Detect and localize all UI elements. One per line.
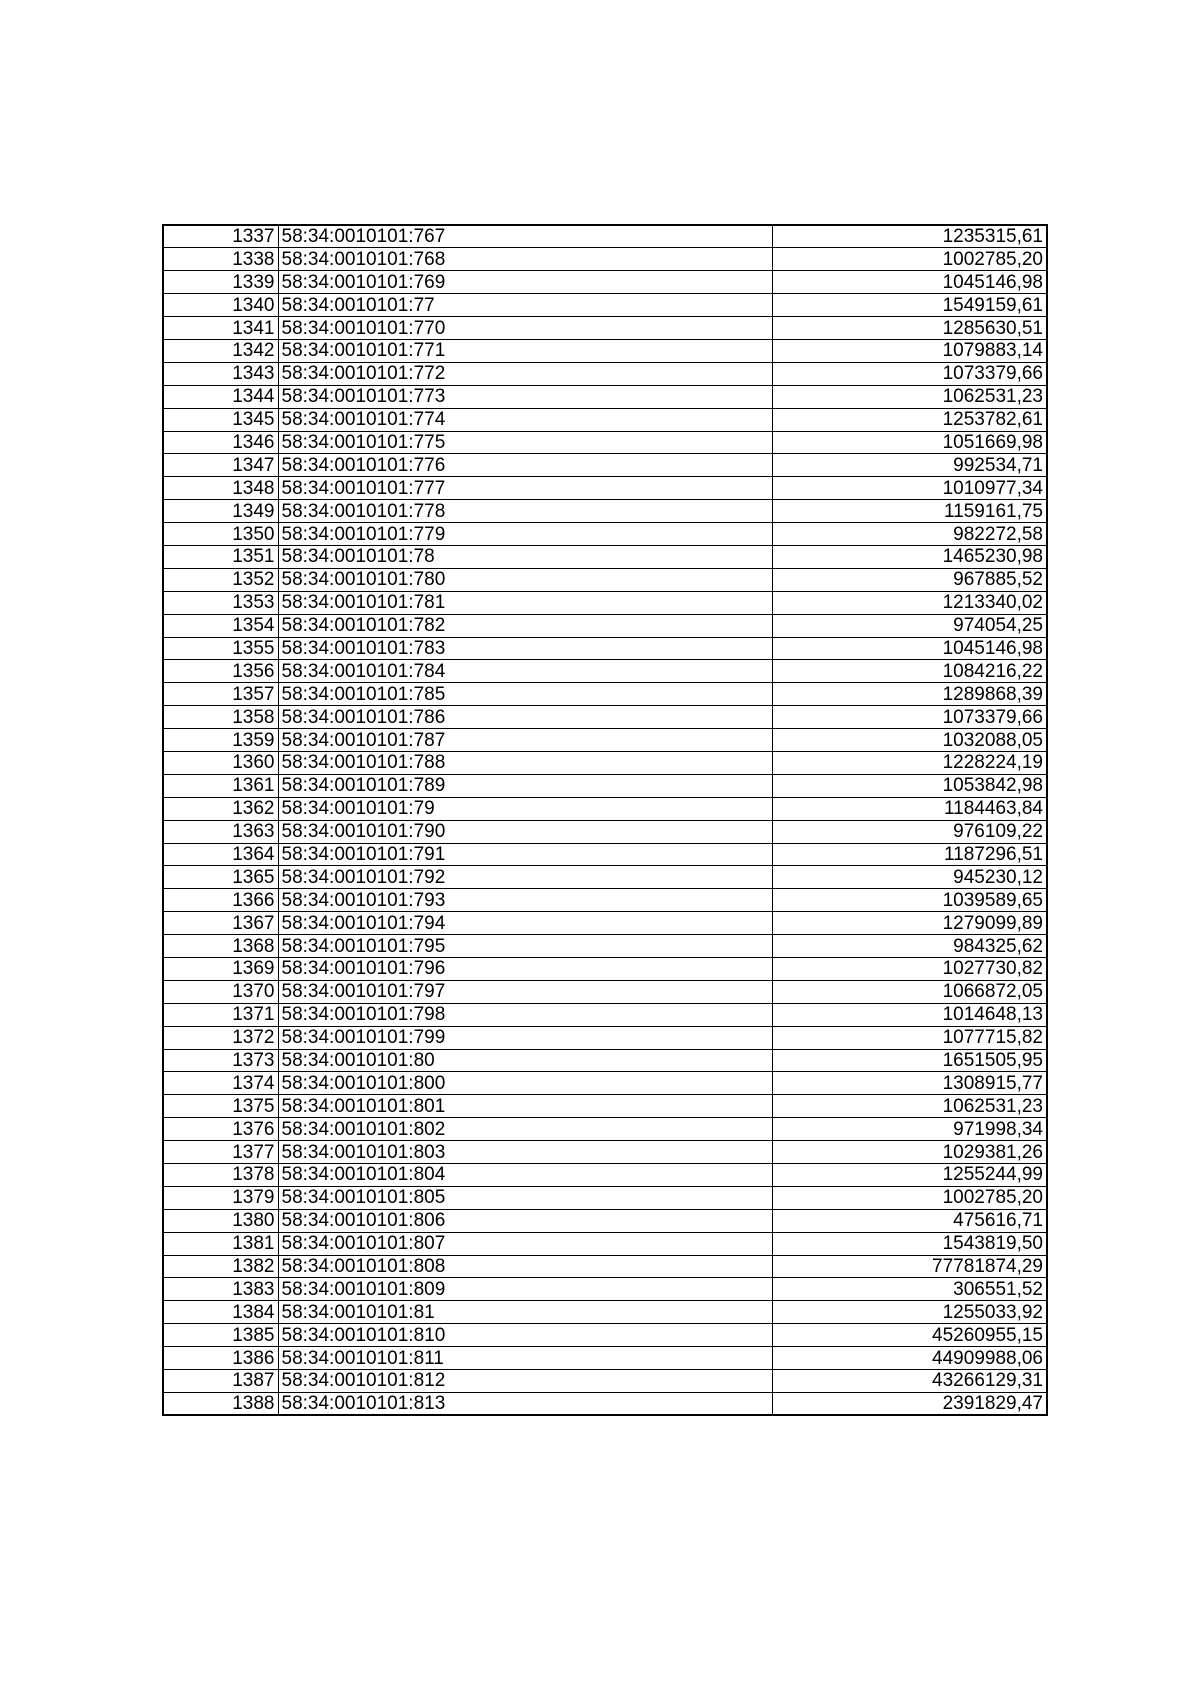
table-row (163, 958, 1047, 981)
table-row (163, 591, 1047, 614)
cadastral-value-cell: 2391829,47 (772, 1392, 1047, 1415)
row-number-cell: 1386 (163, 1347, 278, 1370)
cadastral-number-cell: 58:34:0010101:779 (278, 523, 772, 546)
cadastral-value-cell: 1308915,77 (772, 1072, 1047, 1095)
cadastral-value-cell: 945230,12 (772, 866, 1047, 889)
cadastral-value-cell: 1213340,02 (772, 591, 1047, 614)
table-row (163, 614, 1047, 637)
cadastral-number-cell: 58:34:0010101:794 (278, 912, 772, 935)
cadastral-number-cell: 58:34:0010101:78 (278, 545, 772, 568)
row-number-cell: 1350 (163, 523, 278, 546)
table-row (163, 1141, 1047, 1164)
cadastral-number-cell: 58:34:0010101:803 (278, 1141, 772, 1164)
cadastral-value-cell: 1073379,66 (772, 706, 1047, 729)
cadastral-value-cell: 1235315,61 (772, 225, 1047, 248)
row-number-cell: 1344 (163, 385, 278, 408)
cadastral-number-cell: 58:34:0010101:780 (278, 568, 772, 591)
cadastral-number-cell: 58:34:0010101:804 (278, 1164, 772, 1187)
cadastral-value-cell: 1465230,98 (772, 545, 1047, 568)
cadastral-number-cell: 58:34:0010101:796 (278, 958, 772, 981)
cadastral-value-cell: 1053842,98 (772, 774, 1047, 797)
cadastral-value-cell: 1027730,82 (772, 958, 1047, 981)
table-row (163, 225, 1047, 248)
table-row (163, 568, 1047, 591)
table-row (163, 1095, 1047, 1118)
table-row (163, 935, 1047, 958)
table-row (163, 339, 1047, 362)
table-row (163, 1072, 1047, 1095)
cadastral-number-cell: 58:34:0010101:81 (278, 1301, 772, 1324)
cadastral-number-cell: 58:34:0010101:800 (278, 1072, 772, 1095)
row-number-cell: 1387 (163, 1370, 278, 1393)
cadastral-value-cell: 1079883,14 (772, 339, 1047, 362)
table-row (163, 385, 1047, 408)
table-row (163, 683, 1047, 706)
row-number-cell: 1361 (163, 774, 278, 797)
row-number-cell: 1388 (163, 1392, 278, 1415)
cadastral-value-cell: 1032088,05 (772, 729, 1047, 752)
table-row (163, 454, 1047, 477)
cadastral-number-cell: 58:34:0010101:787 (278, 729, 772, 752)
row-number-cell: 1375 (163, 1095, 278, 1118)
cadastral-value-cell: 1255244,99 (772, 1164, 1047, 1187)
table-row (163, 545, 1047, 568)
row-number-cell: 1378 (163, 1164, 278, 1187)
table-row (163, 362, 1047, 385)
table-row (163, 866, 1047, 889)
table-row (163, 431, 1047, 454)
row-number-cell: 1371 (163, 1003, 278, 1026)
row-number-cell: 1348 (163, 477, 278, 500)
row-number-cell: 1383 (163, 1278, 278, 1301)
table-row (163, 1118, 1047, 1141)
row-number-cell: 1367 (163, 912, 278, 935)
row-number-cell: 1357 (163, 683, 278, 706)
table-row (163, 706, 1047, 729)
cadastral-number-cell: 58:34:0010101:776 (278, 454, 772, 477)
cadastral-number-cell: 58:34:0010101:795 (278, 935, 772, 958)
row-number-cell: 1340 (163, 294, 278, 317)
row-number-cell: 1385 (163, 1324, 278, 1347)
cadastral-value-cell: 45260955,15 (772, 1324, 1047, 1347)
cadastral-number-cell: 58:34:0010101:789 (278, 774, 772, 797)
row-number-cell: 1358 (163, 706, 278, 729)
cadastral-value-cell: 984325,62 (772, 935, 1047, 958)
cadastral-value-cell: 1184463,84 (772, 797, 1047, 820)
table-row (163, 477, 1047, 500)
row-number-cell: 1341 (163, 317, 278, 340)
cadastral-number-cell: 58:34:0010101:812 (278, 1370, 772, 1393)
cadastral-number-cell: 58:34:0010101:781 (278, 591, 772, 614)
cadastral-number-cell: 58:34:0010101:808 (278, 1255, 772, 1278)
cadastral-number-cell: 58:34:0010101:805 (278, 1186, 772, 1209)
row-number-cell: 1337 (163, 225, 278, 248)
row-number-cell: 1338 (163, 248, 278, 271)
row-number-cell: 1374 (163, 1072, 278, 1095)
cadastral-value-cell: 1002785,20 (772, 1186, 1047, 1209)
row-number-cell: 1365 (163, 866, 278, 889)
row-number-cell: 1345 (163, 408, 278, 431)
cadastral-number-cell: 58:34:0010101:79 (278, 797, 772, 820)
row-number-cell: 1354 (163, 614, 278, 637)
row-number-cell: 1364 (163, 843, 278, 866)
cadastral-number-cell: 58:34:0010101:792 (278, 866, 772, 889)
cadastral-number-cell: 58:34:0010101:813 (278, 1392, 772, 1415)
table-row (163, 1232, 1047, 1255)
row-number-cell: 1384 (163, 1301, 278, 1324)
cadastral-number-cell: 58:34:0010101:773 (278, 385, 772, 408)
cadastral-value-cell: 1010977,34 (772, 477, 1047, 500)
table-row (163, 294, 1047, 317)
cadastral-value-cell: 1045146,98 (772, 637, 1047, 660)
cadastral-number-cell: 58:34:0010101:811 (278, 1347, 772, 1370)
cadastral-number-cell: 58:34:0010101:788 (278, 751, 772, 774)
row-number-cell: 1356 (163, 660, 278, 683)
row-number-cell: 1369 (163, 958, 278, 981)
cadastral-number-cell: 58:34:0010101:778 (278, 500, 772, 523)
table-row (163, 889, 1047, 912)
cadastral-value-cell: 1279099,89 (772, 912, 1047, 935)
cadastral-value-cell: 43266129,31 (772, 1370, 1047, 1393)
cadastral-number-cell: 58:34:0010101:768 (278, 248, 772, 271)
cadastral-value-cell: 77781874,29 (772, 1255, 1047, 1278)
row-number-cell: 1360 (163, 751, 278, 774)
cadastral-number-cell: 58:34:0010101:77 (278, 294, 772, 317)
cadastral-number-cell: 58:34:0010101:790 (278, 820, 772, 843)
cadastral-value-cell: 1187296,51 (772, 843, 1047, 866)
cadastral-number-cell: 58:34:0010101:777 (278, 477, 772, 500)
cadastral-number-cell: 58:34:0010101:783 (278, 637, 772, 660)
table-row (163, 317, 1047, 340)
row-number-cell: 1353 (163, 591, 278, 614)
cadastral-value-cell: 971998,34 (772, 1118, 1047, 1141)
row-number-cell: 1346 (163, 431, 278, 454)
row-number-cell: 1372 (163, 1026, 278, 1049)
table-row (163, 1324, 1047, 1347)
cadastral-value-cell: 1228224,19 (772, 751, 1047, 774)
table-body (163, 225, 1047, 1415)
table-row (163, 797, 1047, 820)
row-number-cell: 1370 (163, 980, 278, 1003)
cadastral-number-cell: 58:34:0010101:772 (278, 362, 772, 385)
cadastral-value-cell: 1062531,23 (772, 1095, 1047, 1118)
cadastral-value-cell: 1073379,66 (772, 362, 1047, 385)
cadastral-value-cell: 44909988,06 (772, 1347, 1047, 1370)
cadastral-number-cell: 58:34:0010101:786 (278, 706, 772, 729)
table-row (163, 1255, 1047, 1278)
cadastral-value-cell: 1084216,22 (772, 660, 1047, 683)
table-row (163, 751, 1047, 774)
cadastral-value-cell: 1549159,61 (772, 294, 1047, 317)
row-number-cell: 1368 (163, 935, 278, 958)
cadastral-value-cell: 1253782,61 (772, 408, 1047, 431)
cadastral-number-cell: 58:34:0010101:793 (278, 889, 772, 912)
table-row (163, 1164, 1047, 1187)
cadastral-value-cell: 1543819,50 (772, 1232, 1047, 1255)
row-number-cell: 1339 (163, 271, 278, 294)
table-row (163, 271, 1047, 294)
cadastral-number-cell: 58:34:0010101:775 (278, 431, 772, 454)
table-row (163, 1049, 1047, 1072)
cadastral-value-cell: 1159161,75 (772, 500, 1047, 523)
cadastral-value-cell: 967885,52 (772, 568, 1047, 591)
row-number-cell: 1342 (163, 339, 278, 362)
table-row (163, 820, 1047, 843)
cadastral-value-cell: 1255033,92 (772, 1301, 1047, 1324)
cadastral-number-cell: 58:34:0010101:785 (278, 683, 772, 706)
cadastral-number-cell: 58:34:0010101:807 (278, 1232, 772, 1255)
cadastral-value-cell: 475616,71 (772, 1209, 1047, 1232)
cadastral-value-cell: 1062531,23 (772, 385, 1047, 408)
cadastral-value-cell: 1039589,65 (772, 889, 1047, 912)
row-number-cell: 1347 (163, 454, 278, 477)
cadastral-number-cell: 58:34:0010101:782 (278, 614, 772, 637)
table-row (163, 843, 1047, 866)
cadastral-number-cell: 58:34:0010101:809 (278, 1278, 772, 1301)
cadastral-value-cell: 1285630,51 (772, 317, 1047, 340)
table-row (163, 1347, 1047, 1370)
cadastral-number-cell: 58:34:0010101:784 (278, 660, 772, 683)
table-row (163, 1278, 1047, 1301)
table-row (163, 660, 1047, 683)
cadastral-value-cell: 1051669,98 (772, 431, 1047, 454)
table-row (163, 1209, 1047, 1232)
row-number-cell: 1382 (163, 1255, 278, 1278)
cadastral-value-cell: 1014648,13 (772, 1003, 1047, 1026)
cadastral-number-cell: 58:34:0010101:791 (278, 843, 772, 866)
cadastral-number-cell: 58:34:0010101:770 (278, 317, 772, 340)
row-number-cell: 1380 (163, 1209, 278, 1232)
cadastral-number-cell: 58:34:0010101:771 (278, 339, 772, 362)
row-number-cell: 1359 (163, 729, 278, 752)
cadastral-number-cell: 58:34:0010101:774 (278, 408, 772, 431)
row-number-cell: 1355 (163, 637, 278, 660)
table-row (163, 1392, 1047, 1415)
row-number-cell: 1373 (163, 1049, 278, 1072)
cadastral-value-table (162, 224, 1048, 1416)
table-row (163, 1003, 1047, 1026)
cadastral-value-cell: 1077715,82 (772, 1026, 1047, 1049)
cadastral-value-cell: 974054,25 (772, 614, 1047, 637)
cadastral-value-cell: 1045146,98 (772, 271, 1047, 294)
table-row (163, 774, 1047, 797)
row-number-cell: 1349 (163, 500, 278, 523)
table-row (163, 408, 1047, 431)
table-row (163, 1186, 1047, 1209)
cadastral-number-cell: 58:34:0010101:810 (278, 1324, 772, 1347)
cadastral-value-cell: 992534,71 (772, 454, 1047, 477)
cadastral-value-cell: 976109,22 (772, 820, 1047, 843)
row-number-cell: 1381 (163, 1232, 278, 1255)
cadastral-value-cell: 1002785,20 (772, 248, 1047, 271)
cadastral-value-cell: 1029381,26 (772, 1141, 1047, 1164)
cadastral-value-cell: 1651505,95 (772, 1049, 1047, 1072)
table-row (163, 980, 1047, 1003)
row-number-cell: 1362 (163, 797, 278, 820)
row-number-cell: 1379 (163, 1186, 278, 1209)
row-number-cell: 1376 (163, 1118, 278, 1141)
cadastral-number-cell: 58:34:0010101:802 (278, 1118, 772, 1141)
cadastral-number-cell: 58:34:0010101:797 (278, 980, 772, 1003)
cadastral-number-cell: 58:34:0010101:801 (278, 1095, 772, 1118)
cadastral-number-cell: 58:34:0010101:767 (278, 225, 772, 248)
cadastral-number-cell: 58:34:0010101:799 (278, 1026, 772, 1049)
table-row (163, 248, 1047, 271)
row-number-cell: 1363 (163, 820, 278, 843)
cadastral-number-cell: 58:34:0010101:80 (278, 1049, 772, 1072)
table-row (163, 523, 1047, 546)
table-row (163, 912, 1047, 935)
cadastral-number-cell: 58:34:0010101:806 (278, 1209, 772, 1232)
cadastral-number-cell: 58:34:0010101:769 (278, 271, 772, 294)
table-row (163, 500, 1047, 523)
cadastral-value-cell: 1066872,05 (772, 980, 1047, 1003)
table-row (163, 1370, 1047, 1393)
cadastral-number-cell: 58:34:0010101:798 (278, 1003, 772, 1026)
row-number-cell: 1377 (163, 1141, 278, 1164)
table-row (163, 1301, 1047, 1324)
cadastral-value-cell: 306551,52 (772, 1278, 1047, 1301)
cadastral-value-cell: 982272,58 (772, 523, 1047, 546)
cadastral-value-cell: 1289868,39 (772, 683, 1047, 706)
row-number-cell: 1366 (163, 889, 278, 912)
table-row (163, 637, 1047, 660)
row-number-cell: 1343 (163, 362, 278, 385)
table-row (163, 1026, 1047, 1049)
row-number-cell: 1352 (163, 568, 278, 591)
row-number-cell: 1351 (163, 545, 278, 568)
table-row (163, 729, 1047, 752)
